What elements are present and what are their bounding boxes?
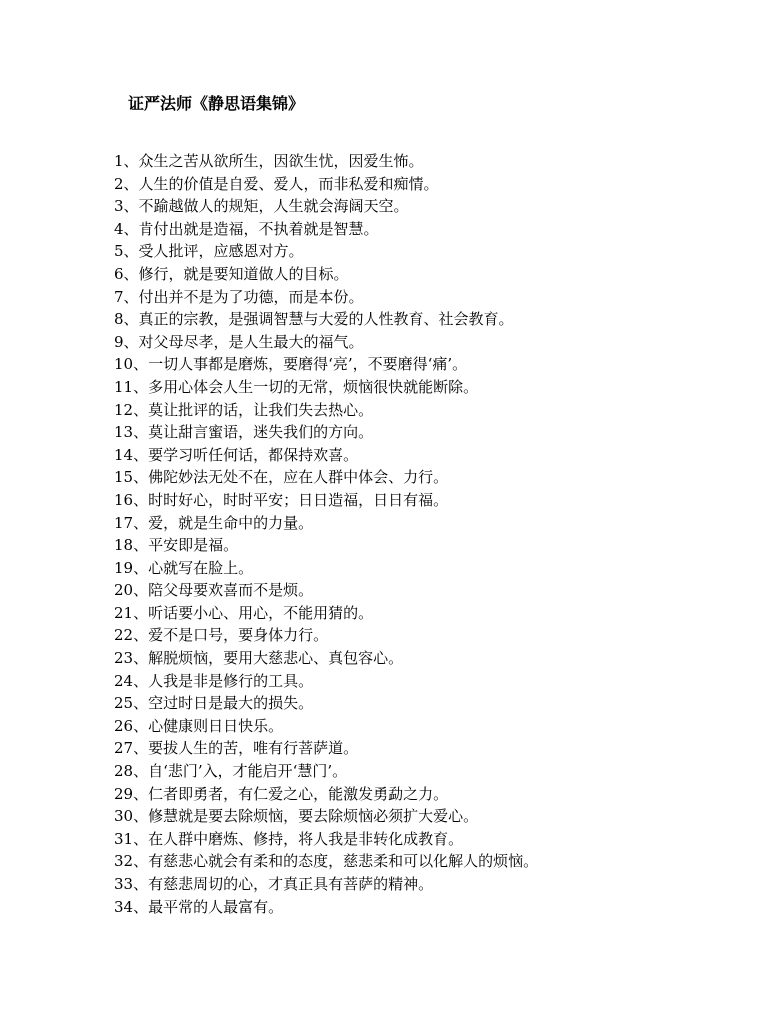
quote-item: 20、陪父母要欢喜而不是烦。	[114, 581, 314, 600]
quote-item: 14、要学习听任何话，都保持欢喜。	[114, 445, 359, 464]
quote-item: 4、肯付出就是造福，不执着就是智慧。	[114, 219, 379, 238]
quote-item: 19、心就写在脸上。	[114, 558, 254, 577]
quote-item: 33、有慈悲周切的心，才真正具有菩萨的精神。	[114, 875, 434, 893]
quote-item: 31、在人群中磨炼、修持，将人我是非转化成教育。	[114, 829, 464, 848]
quote-item: 9、对父母尽孝，是人生最大的福气。	[114, 332, 364, 351]
quote-item: 3、不踰越做人的规矩，人生就会海阔天空。	[114, 197, 409, 216]
quote-item: 30、修慧就是要去除烦恼，要去除烦恼必须扩大爱心。	[114, 807, 479, 826]
quote-item: 8、真正的宗教，是强调智慧与大爱的人性教育、社会教育。	[114, 310, 514, 329]
quote-list	[114, 150, 538, 918]
quote-item: 5、受人批评，应感恩对方。	[114, 242, 304, 261]
quote-item: 12、莫让批评的话，让我们失去热心。	[114, 400, 374, 419]
quote-item: 32、有慈悲心就会有柔和的态度，慈悲柔和可以化解人的烦恼。	[114, 852, 539, 871]
quote-item: 28、自‘悲门’入，才能启开‘慧门’。	[114, 762, 348, 781]
quote-item: 22、爱不是口号，要身体力行。	[114, 626, 329, 645]
quote-item: 18、平安即是福。	[114, 536, 239, 555]
quote-item: 1、众生之苦从欲所生，因欲生忧，因爱生怖。	[114, 152, 424, 170]
quote-item: 23、解脱烦恼，要用大慈悲心、真包容心。	[114, 649, 404, 668]
quote-item: 29、仁者即勇者，有仁爱之心，能激发勇勐之力。	[114, 784, 449, 803]
quote-item: 26、心健康则日日快乐。	[114, 716, 284, 735]
quote-item: 24、人我是非是修行的工具。	[114, 671, 314, 690]
quote-item: 13、莫让甜言蜜语，迷失我们的方向。	[114, 423, 374, 442]
quote-item: 17、爱，就是生命中的力量。	[114, 513, 314, 532]
document-title: 证严法师《静思语集锦》	[128, 94, 305, 113]
quote-item: 25、空过时日是最大的损失。	[114, 694, 314, 713]
quote-item: 15、佛陀妙法无处不在，应在人群中体会、力行。	[114, 468, 449, 487]
quote-item: 2、人生的价值是自爱、爱人，而非私爱和痴情。	[114, 174, 439, 193]
quote-item: 6、修行，就是要知道做人的目标。	[114, 264, 349, 283]
quote-item: 34、最平常的人最富有。	[114, 897, 284, 916]
quote-item: 11、多用心体会人生一切的无常，烦恼很快就能断除。	[114, 377, 479, 396]
quote-item: 16、时时好心，时时平安；日日造福，日日有福。	[114, 490, 449, 509]
quote-item: 7、付出并不是为了功德，而是本份。	[114, 287, 364, 306]
quote-item: 21、听话要小心、用心，不能用猜的。	[114, 603, 374, 622]
quote-item: 27、要拔人生的苦，唯有行菩萨道。	[114, 739, 359, 758]
quote-item: 10、一切人事都是磨炼，要磨得‘亮’，不要磨得‘痛’。	[114, 355, 468, 374]
